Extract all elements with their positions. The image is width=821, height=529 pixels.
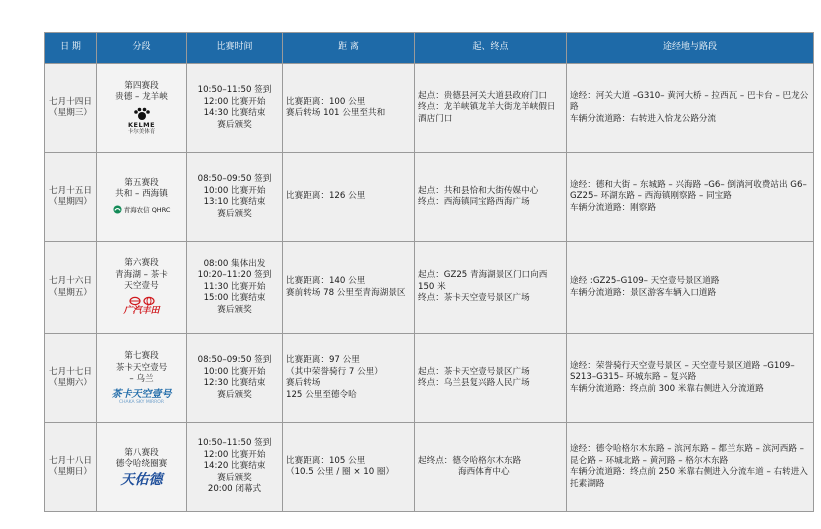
start-point: 起点：GZ25 青海湖景区门口向西 150 米 — [418, 270, 548, 292]
distance-line: （其中荣誉骑行 7 公里） — [286, 366, 383, 377]
start-end-cell — [415, 153, 567, 242]
segment-cell — [97, 153, 187, 242]
distance-line: 125 公里至德令哈 — [286, 389, 357, 400]
weekday-text: （星期三） — [49, 108, 92, 118]
diversion-line: 车辆分流道路：景区游客车辆入口道路 — [570, 287, 717, 298]
time-cell — [187, 334, 283, 423]
time-line: 15:00 比赛结束 — [203, 293, 266, 304]
time-line: 12:00 比赛开始 — [203, 449, 266, 460]
time-cell — [187, 242, 283, 334]
time-line: 赛后颁奖 — [217, 208, 252, 219]
header-date: 日 期 — [45, 33, 97, 64]
distance-cell — [283, 153, 415, 242]
distance-line: 比赛距离：140 公里 — [286, 276, 366, 286]
distance-line: 赛前转场 78 公里至青海湖景区 — [286, 287, 406, 298]
time-line: 10:00 比赛开始 — [203, 185, 266, 196]
table-header-row — [45, 33, 814, 64]
sponsor-row — [100, 205, 183, 217]
end-point: 终点：龙羊峡镇龙羊大街龙羊峡假日酒店门口 — [418, 102, 556, 124]
time-line: 赛后颁奖 — [217, 472, 252, 483]
sponsor-name: 广汽丰田 — [123, 305, 160, 316]
header-route: 途经地与路段 — [567, 33, 814, 64]
distance-line: 比赛距离：97 公里 — [286, 355, 360, 365]
distance-cell — [283, 242, 415, 334]
kelme-cat-icon — [133, 107, 151, 121]
route-cell — [567, 423, 814, 512]
segment-name: 第八赛段 — [124, 447, 159, 458]
time-line: 赛后颁奖 — [217, 389, 252, 400]
time-line: 10:50–11:50 签到 — [197, 438, 272, 449]
segment-route-cont: 天空壹号 — [124, 281, 159, 291]
time-line: 08:50–09:50 签到 — [197, 174, 272, 184]
distance-cell — [283, 334, 415, 423]
time-line: 08:00 集体出发 — [203, 258, 266, 269]
route-line: 途经：德和大街 – 东城路 – 兴海路 –G6– 倒淌河收费站出 G6–GZ25– 环湖东路 – 西海镇刚察路 – 同宝路 — [570, 179, 807, 202]
route-cell — [567, 64, 814, 153]
route-line: 途经：荣誉骑行天空壹号景区 – 天空壹号景区道路 –G109–S213–G315– 环城东路 – 复兴路 — [570, 360, 795, 383]
table-row — [45, 423, 814, 512]
weekday-text: （星期日） — [49, 467, 92, 477]
segment-route: 青海湖 – 茶卡 — [115, 269, 168, 280]
diversion-line: 车辆分流道路：终点前 250 米靠右侧进入分流车道 – 右转进入托素湖路 — [570, 467, 808, 489]
segment-name: 第六赛段 — [124, 258, 159, 268]
end-point: 海西体育中心 — [458, 467, 510, 477]
sponsor-subtitle: CHAKA SKY MIRROR — [119, 400, 164, 405]
table-row — [45, 64, 814, 153]
route-cell — [567, 153, 814, 242]
segment-cell — [97, 64, 187, 153]
weekday-text: （星期六） — [49, 378, 92, 388]
segment-route: 德令哈绕圈赛 — [115, 459, 168, 470]
tiankong-logo-icon: 茶卡天空壹号 — [111, 388, 172, 400]
diversion-line: 车辆分流道路：终点前 300 米靠右侧进入分流道路 — [570, 383, 764, 394]
weekday-text: （星期五） — [49, 287, 92, 298]
sponsor-name: KELME — [127, 120, 156, 129]
time-line: 20:00 闭幕式 — [207, 484, 262, 495]
date-text: 七月十七日 — [49, 366, 92, 377]
qhrc-logo-icon — [113, 205, 122, 214]
time-cell — [187, 423, 283, 512]
time-line: 12:00 比赛开始 — [203, 96, 266, 107]
segment-cell — [97, 423, 187, 512]
segment-name: 第七赛段 — [124, 351, 159, 361]
segment-cell — [97, 242, 187, 334]
route-line: 途经：德令哈格尔木东路 – 滨河东路 – 都兰东路 – 滨河西路 – 昆仑路 – 环城北路 – 黄河路 – 格尔木东路 — [570, 444, 804, 466]
time-line: 10:00 比赛开始 — [203, 366, 266, 377]
distance-cell — [283, 423, 415, 512]
date-cell — [45, 153, 97, 242]
date-cell — [45, 64, 97, 153]
segment-cell — [97, 334, 187, 423]
distance-line: 赛后转场 — [286, 378, 321, 388]
table-row — [45, 334, 814, 423]
start-end-cell — [415, 64, 567, 153]
date-cell — [45, 334, 97, 423]
time-line: 赛后颁奖 — [217, 304, 252, 315]
distance-cell — [283, 64, 415, 153]
header-segment: 分段 — [97, 33, 187, 64]
distance-line: 比赛距离：105 公里 — [286, 455, 366, 466]
time-line: 14:20 比赛结束 — [203, 461, 266, 472]
distance-line: （10.5 公里 / 圈 × 10 圈） — [286, 467, 395, 477]
table-row — [45, 153, 814, 242]
route-cell — [567, 334, 814, 423]
header-distance: 距 离 — [283, 33, 415, 64]
distance-line: 赛后转场 101 公里至共和 — [286, 108, 386, 118]
segment-route: 共和 – 西海镇 — [115, 189, 168, 200]
segment-route: 茶卡天空壹号 — [115, 362, 168, 373]
time-line: 13:10 比赛结束 — [203, 197, 266, 207]
sponsor-name: 青海农信 QHRC — [123, 205, 171, 214]
time-cell — [187, 64, 283, 153]
time-line: 10:50–11:50 签到 — [197, 85, 272, 95]
date-cell — [45, 423, 97, 512]
segment-route-cont: – 乌兰 — [129, 374, 154, 384]
start-point: 起点：贵德县河关大道县政府门口 — [418, 90, 547, 101]
date-text: 七月十五日 — [49, 185, 92, 196]
start-point: 起点：茶卡天空壹号景区广场 — [418, 366, 530, 377]
time-cell — [187, 153, 283, 242]
time-line: 14:30 比赛结束 — [203, 108, 266, 118]
schedule-table-wrapper — [44, 32, 813, 512]
end-point: 终点：乌兰县复兴路人民广场 — [418, 378, 530, 388]
segment-name: 第五赛段 — [124, 177, 159, 188]
time-line: 08:50–09:50 签到 — [197, 355, 272, 365]
end-point: 终点：西海镇同宝路西海广场 — [418, 197, 530, 207]
start-end-cell — [415, 334, 567, 423]
route-line: 途经：河关大道 –G310– 黄河大桥 – 拉西瓦 – 巴卡台 – 巴龙公路 — [570, 90, 809, 113]
sponsor-subtitle: 卡尔美体育 — [127, 128, 156, 135]
table-row — [45, 242, 814, 334]
diversion-line: 车辆分流道路：刚察路 — [570, 202, 656, 213]
header-start-end: 起、终点 — [415, 33, 567, 64]
time-line: 11:30 比赛开始 — [203, 281, 266, 292]
tianyoude-logo-icon: 天佑德 — [120, 471, 163, 488]
gac-toyota-icon — [122, 296, 162, 306]
segment-route: 贵德 – 龙羊峡 — [115, 92, 168, 102]
time-line: 赛后颁奖 — [217, 119, 252, 130]
end-point: 终点：茶卡天空壹号景区广场 — [418, 293, 530, 304]
date-text: 七月十六日 — [49, 276, 92, 286]
date-text: 七月十八日 — [49, 455, 92, 466]
time-line: 10:20–11:20 签到 — [197, 270, 272, 281]
distance-line: 比赛距离：126 公里 — [286, 191, 366, 202]
weekday-text: （星期四） — [49, 197, 92, 207]
start-end-cell — [415, 242, 567, 334]
distance-line: 比赛距离：100 公里 — [286, 96, 366, 107]
route-cell — [567, 242, 814, 334]
date-cell — [45, 242, 97, 334]
start-end-cell — [415, 423, 567, 512]
start-point: 起终点：德令哈格尔木东路 — [418, 455, 522, 466]
time-line: 12:30 比赛结束 — [203, 378, 266, 388]
date-text: 七月十四日 — [49, 96, 92, 107]
header-time: 比赛时间 — [187, 33, 283, 64]
route-line: 途经 :GZ25–G109– 天空壹号景区道路 — [570, 276, 720, 286]
segment-name: 第四赛段 — [124, 80, 159, 91]
start-point: 起点：共和县恰和大街传媒中心 — [418, 185, 539, 196]
diversion-line: 车辆分流道路：右转进入恰龙公路分流 — [570, 113, 717, 124]
race-schedule-table — [44, 32, 814, 512]
